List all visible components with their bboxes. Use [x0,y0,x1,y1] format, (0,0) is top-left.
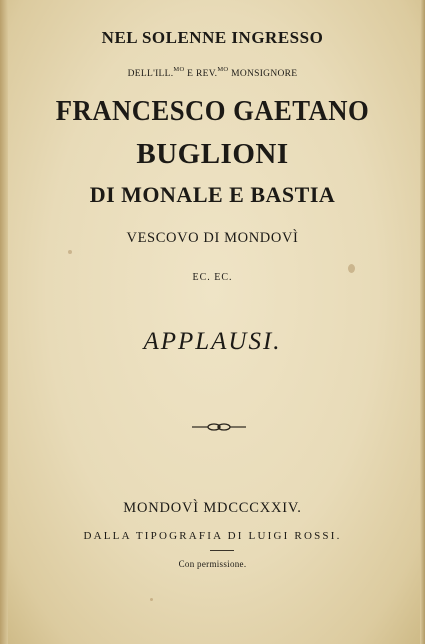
short-rule [210,550,234,551]
ornament-divider-icon [190,420,248,434]
bishop-line: VESCOVO DI MONDOVÌ [126,230,299,246]
imprint-line: MONDOVÌ MDCCCXXIV. [123,500,302,516]
dedication-part: E REV. [184,69,218,79]
permission-line: Con permissione. [178,559,247,569]
dedication-part: DELL'ILL. [127,69,174,79]
name-line-2: BUGLIONI [136,138,289,170]
dedication-line [0,66,425,79]
page-right-edge [420,0,425,644]
printer-line: DALLA TIPOGRAFIA DI LUIGI ROSSI. [83,530,342,542]
place-line: DI MONALE E BASTIA [89,182,336,207]
work-title: APPLAUSI. [143,328,282,355]
page-left-edge [0,0,8,644]
etc-line: EC. EC. [192,272,233,283]
dedication-superscript: MO [173,66,185,73]
foxing-spot [68,250,72,254]
name-line-1: FRANCESCO GAETANO [55,95,370,127]
heading-line: NEL SOLENNE INGRESSO [101,28,324,47]
foxing-spot [150,598,153,601]
dedication-superscript: MO [217,66,229,73]
dedication-part: MONSIGNORE [228,69,298,79]
